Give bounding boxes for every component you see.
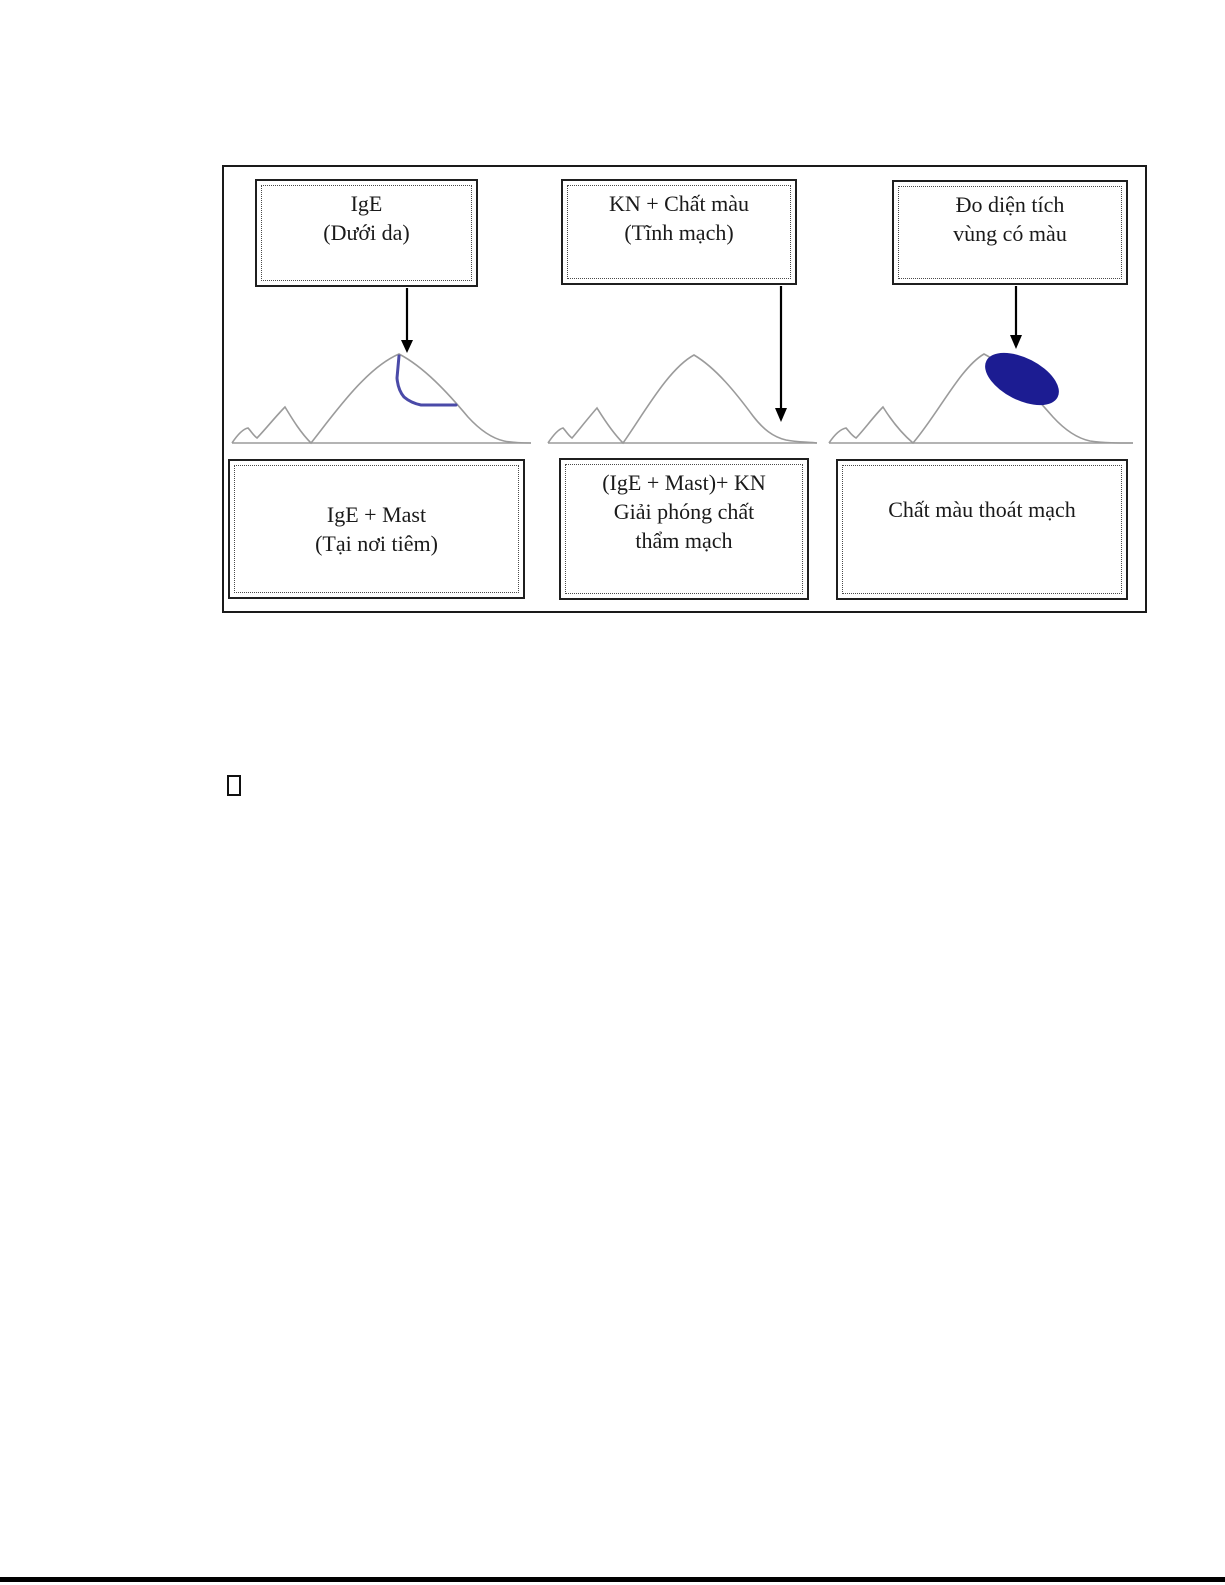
page-bottom-rule [0, 1577, 1225, 1582]
label-box-measure-colored-area [892, 180, 1128, 285]
label-line: IgE [350, 191, 383, 216]
label-line: (IgE + Mast)+ KN [602, 470, 766, 495]
missing-character-glyph [227, 775, 241, 796]
label-box-inner [261, 185, 472, 281]
label-line: thẩm mạch [635, 528, 733, 553]
label-line: (Tĩnh mạch) [624, 220, 734, 245]
label-box-dye-extravasation [836, 459, 1128, 600]
label-line: KN + Chất màu [608, 191, 750, 216]
label-line: IgE + Mast [326, 502, 427, 527]
label-line: Đo diện tích [955, 192, 1065, 217]
label-box-inner [567, 185, 791, 279]
label-box-release-mediators [559, 458, 809, 600]
label-box-inner [842, 465, 1122, 594]
label-line: Chất màu thoát mạch [888, 497, 1076, 522]
label-box-kn-dye-iv [561, 179, 797, 285]
label-line: vùng có màu [953, 221, 1067, 246]
label-box-ige-mast [228, 459, 525, 599]
label-line: (Tại nơi tiêm) [315, 531, 438, 556]
label-line: Giải phóng chất [613, 499, 755, 524]
label-box-inner [565, 464, 803, 594]
label-box-inner [234, 465, 519, 593]
label-box-inner [898, 186, 1122, 279]
label-line: (Dưới da) [323, 220, 410, 245]
label-box-ige-subcutaneous [255, 179, 478, 287]
